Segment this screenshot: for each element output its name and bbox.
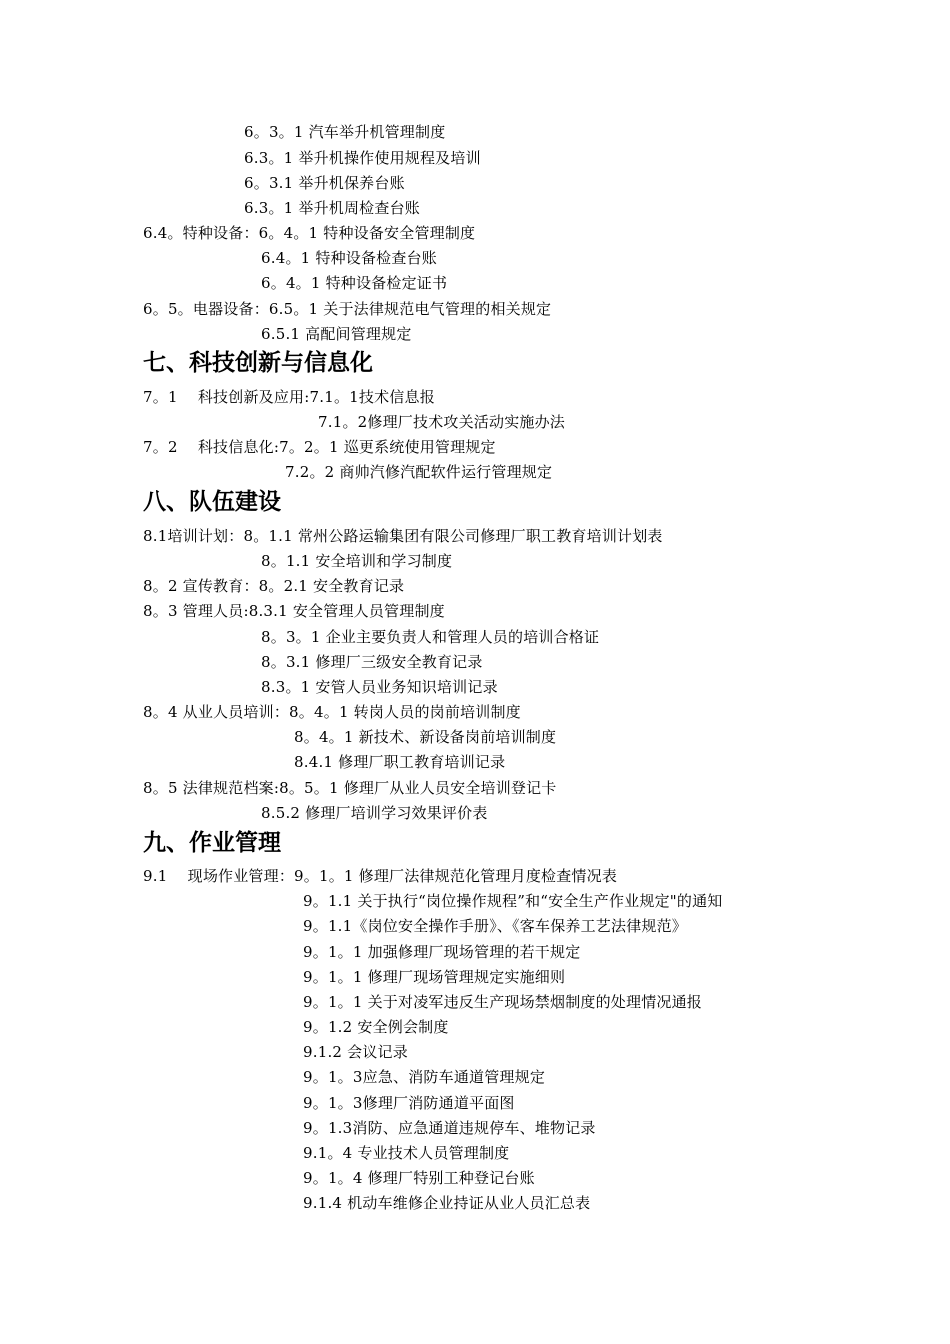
toc-entry: 9。1.3消防、应急通道违规停车、堆物记录 [303,1119,596,1137]
toc-entry: 8.3。1 安管人员业务知识培训记录 [261,678,498,696]
toc-entry: 8。2 宣传教育：8。2.1 安全教育记录 [143,577,405,595]
toc-entry: 8。3 管理人员:8.3.1 安全管理人员管理制度 [143,602,445,620]
toc-entry: 9。1。3应急、消防车通道管理规定 [303,1068,546,1086]
toc-entry: 8。5 法律规范档案:8。5。1 修理厂从业人员安全培训登记卡 [143,779,557,797]
toc-entry: 8。1.1 安全培训和学习制度 [261,552,453,570]
toc-entry: 8.4.1 修理厂职工教育培训记录 [294,753,506,771]
toc-entry: 9.1 现场作业管理：9。1。1 修理厂法律规范化管理月度检查情况表 [143,867,618,885]
toc-entry: 8.5.2 修理厂培训学习效果评价表 [261,804,488,822]
toc-entry: 9。1。1 关于对凌军违反生产现场禁烟制度的处理情况通报 [303,993,703,1011]
section-heading: 九、作业管理 [143,830,281,856]
toc-entry: 6。5。电器设备：6.5。1 关于法律规范电气管理的相关规定 [143,300,552,318]
toc-entry: 7.2。2 商帅汽修汽配软件运行管理规定 [285,463,553,481]
toc-entry: 9.1.4 机动车维修企业持证从业人员汇总表 [303,1194,591,1212]
toc-entry: 9。1。4 修理厂特别工种登记台账 [303,1169,535,1187]
toc-entry: 6。3。1 汽车举升机管理制度 [244,123,446,141]
toc-entry: 6。3.1 举升机保养台账 [244,174,405,192]
toc-entry: 7.1。2修理厂技术攻关活动实施办法 [318,413,565,431]
toc-entry: 8。3。1 企业主要负责人和管理人员的培训合格证 [261,628,600,646]
toc-entry: 7。1 科技创新及应用:7.1。1技术信息报 [143,388,435,406]
toc-entry: 6.4。1 特种设备检查台账 [261,249,437,267]
toc-entry: 9。1。3修理厂消防通道平面图 [303,1094,515,1112]
toc-entry: 6.5.1 高配间管理规定 [261,325,412,343]
section-heading: 八、队伍建设 [143,489,281,515]
toc-entry: 8。4 从业人员培训：8。4。1 转岗人员的岗前培训制度 [143,703,521,721]
toc-entry: 9。1。1 加强修理厂现场管理的若干规定 [303,943,581,961]
toc-entry: 6.4。特种设备：6。4。1 特种设备安全管理制度 [143,224,476,242]
toc-entry: 7。2 科技信息化:7。2。1 巡更系统使用管理规定 [143,438,496,456]
toc-entry: 9.1。4 专业技术人员管理制度 [303,1144,510,1162]
toc-entry: 6.3。1 举升机操作使用规程及培训 [244,149,481,167]
toc-entry: 8。3.1 修理厂三级安全教育记录 [261,653,483,671]
toc-entry: 9.1.2 会议记录 [303,1043,408,1061]
toc-entry: 8.1培训计划：8。1.1 常州公路运输集团有限公司修理厂职工教育培训计划表 [143,527,663,545]
toc-entry: 6.3。1 举升机周检查台账 [244,199,420,217]
toc-entry: 9。1.1《岗位安全操作手册》、《客车保养工艺法律规范》 [303,917,688,935]
section-heading: 七、科技创新与信息化 [143,350,373,376]
toc-entry: 8。4。1 新技术、新设备岗前培训制度 [294,728,557,746]
toc-entry: 9。1。1 修理厂现场管理规定实施细则 [303,968,566,986]
toc-entry: 9。1.2 安全例会制度 [303,1018,449,1036]
toc-entry: 9。1.1 关于执行“岗位操作规程”和“安全生产作业规定"的通知 [303,892,723,910]
toc-entry: 6。4。1 特种设备检定证书 [261,274,448,292]
